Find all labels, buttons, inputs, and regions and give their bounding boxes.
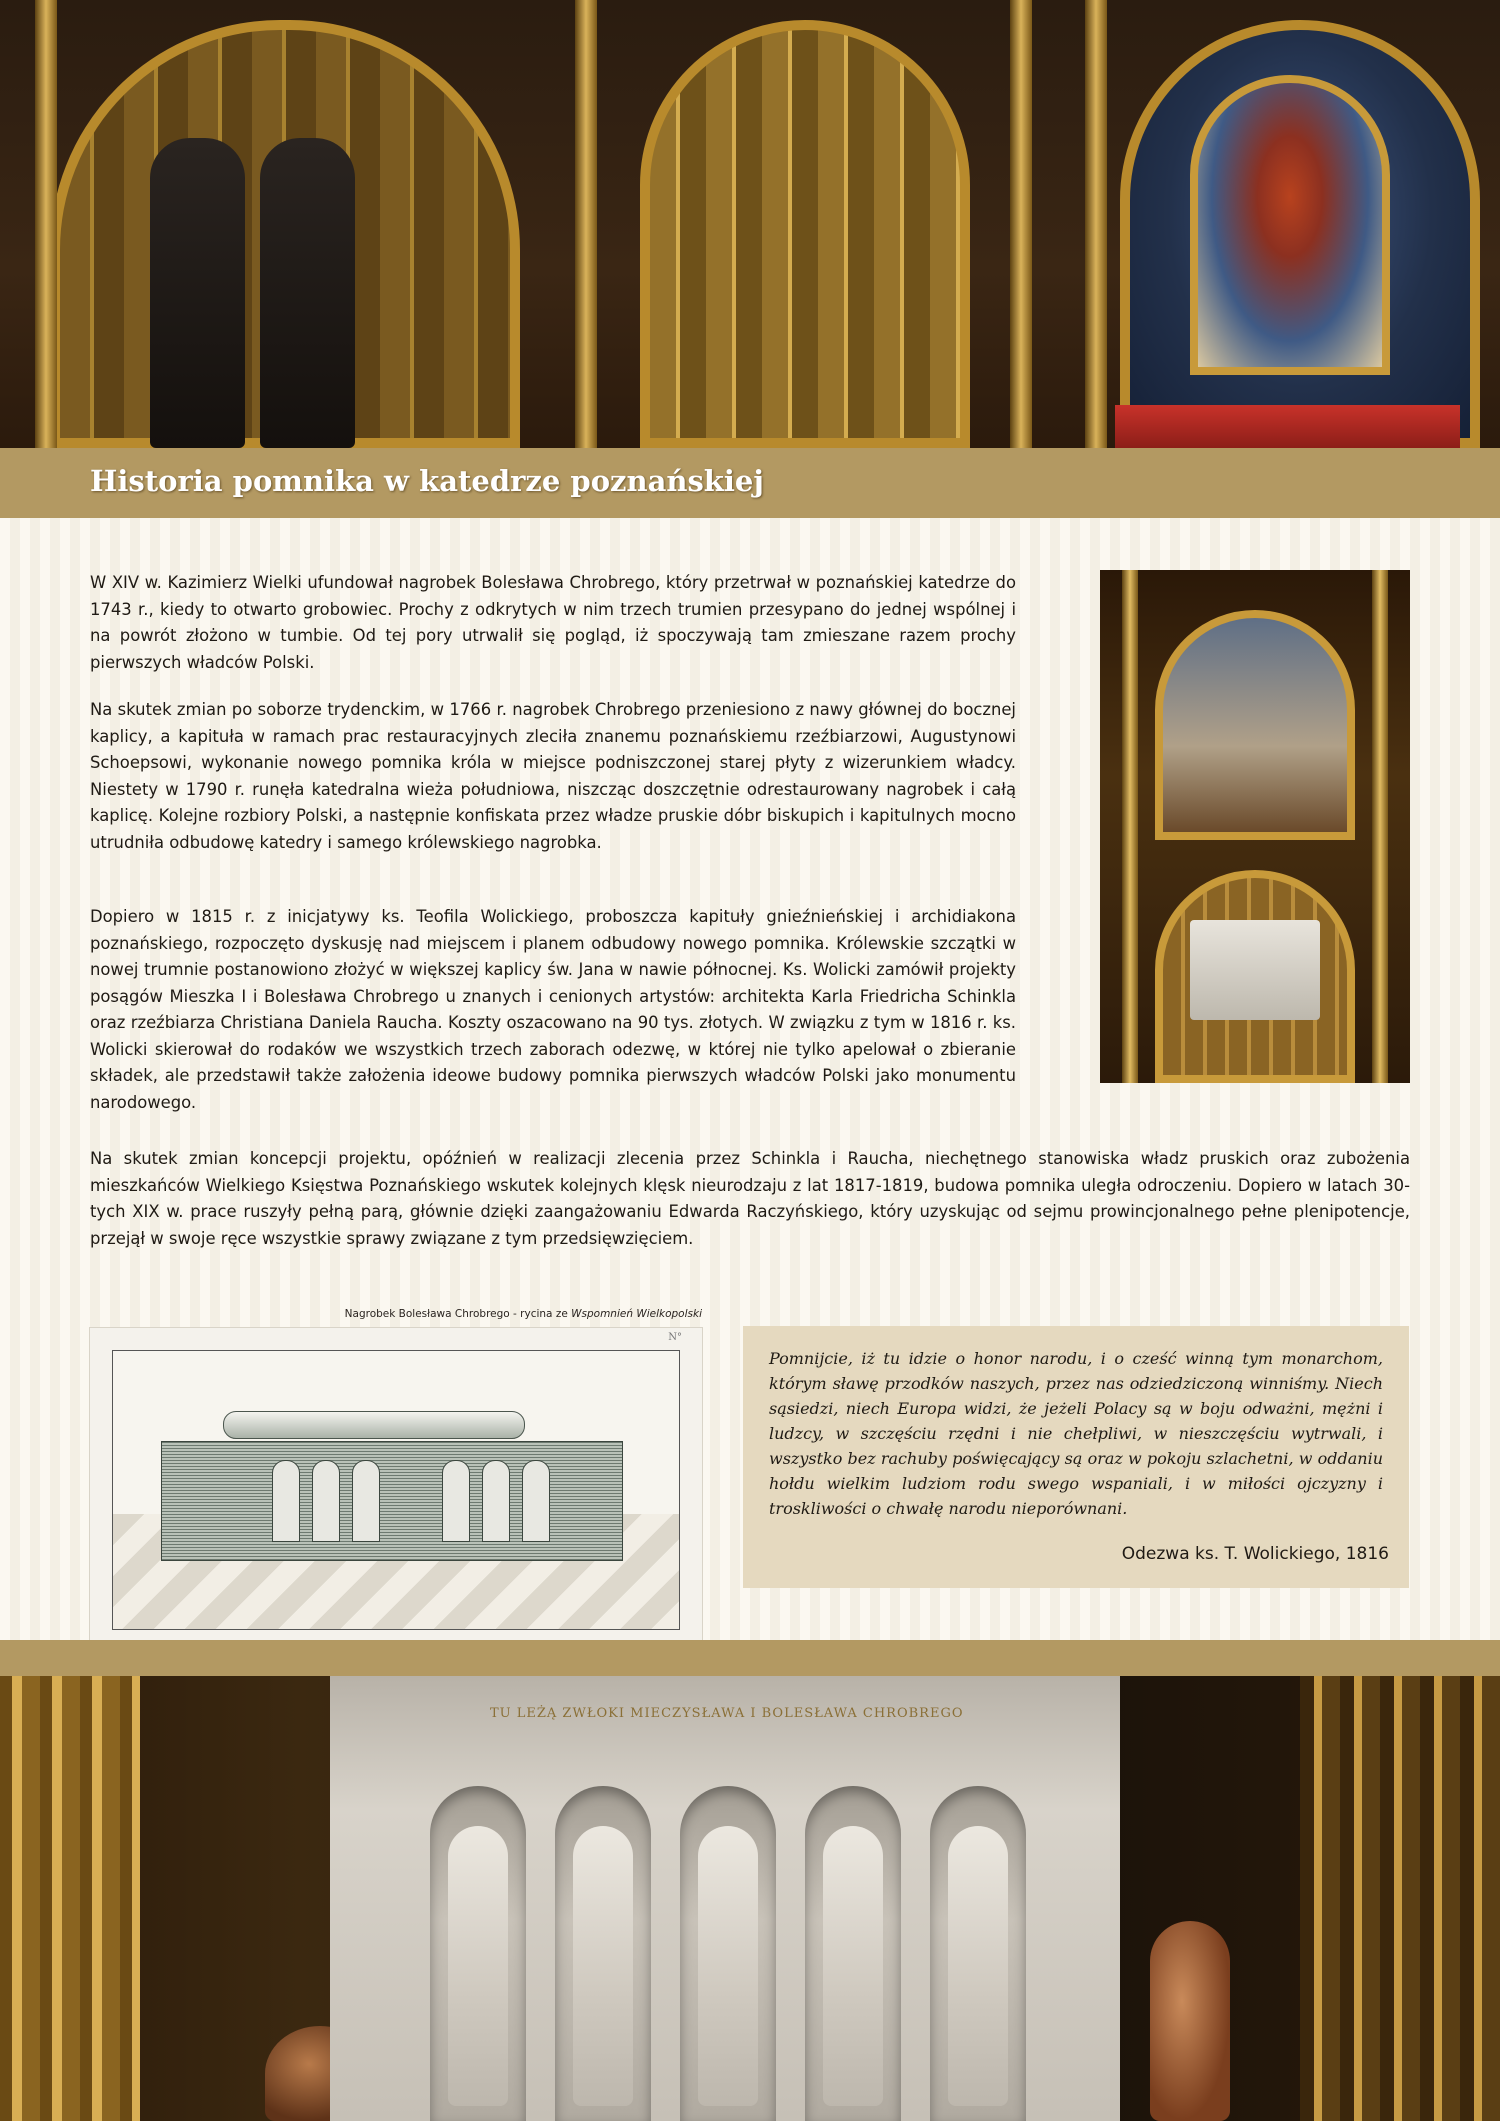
vase xyxy=(1150,1921,1230,2121)
center-arch xyxy=(640,20,970,448)
tomb-niche xyxy=(352,1460,380,1542)
sarcophagus xyxy=(1190,920,1320,1020)
relief-niche xyxy=(930,1786,1026,2121)
tomb-niche xyxy=(272,1460,300,1542)
relief-niche xyxy=(680,1786,776,2121)
paragraph: Na skutek zmian koncepcji projektu, opóźnień w realizacji zlecenia przez Schinkla i Raucha, niechętnego stanowiska władz pruskich oraz zubożenia mieszkańców Wielkiego Księstwa Poznańskiego wskutek kolejnych klęsk nieurodzaju z lat 1817-1819, budowa pomnika uległa odroczeniu. Dopiero w latach 30-tych XIX w. prace ruszyły pełną parą, głównie dzięki zaangażowaniu Edwarda Raczyńskiego, który uzyskując od sejmu prowincjonalnego pełne plenipotencje, przejął w swoje ręce wszystkie sprawy związane z tym przedsięwzięciem. xyxy=(90,1149,1410,1248)
tomb-niche xyxy=(312,1460,340,1542)
upper-arch-painting xyxy=(1155,610,1355,840)
paragraph: Na skutek zmian po soborze trydenckim, w 1766 r. nagrobek Chrobrego przeniesiono z nawy głównej do bocznej kaplicy, a kapituła w ramach prac restauracyjnych zleciła znanemu poznańskiemu rzeźbiarzowi, Augustynowi Schoepsowi, wykonanie nowego pomnika króla w miejsce podniszczonej starej płyty z wizerunkiem władcy. Niestety w 1790 r. runęła katedralna wieża południowa, niszcząc doszczętnie odrestaurowany nagrobek i całą kaplicę. Kolejne rozbiory Polski, a następnie konfiskata przez władze pruskie dóbr biskupich i kapitulnych mocno utrudniła odbudowę katedry i samego królewskiego nagrobka. xyxy=(90,700,1016,852)
gilded-pillar xyxy=(1372,570,1388,1083)
engraved-effigy xyxy=(223,1411,525,1439)
statue-boleslaw xyxy=(260,138,355,448)
tomb-niche xyxy=(522,1460,550,1542)
chapel-photo xyxy=(1100,570,1410,1083)
relief-niche xyxy=(805,1786,901,2121)
relief-figure xyxy=(948,1826,1008,2106)
engraved-tomb xyxy=(161,1441,623,1561)
gilded-frame xyxy=(0,1676,140,2121)
plate-number: N° xyxy=(668,1332,682,1343)
relief-figure xyxy=(823,1826,883,2106)
relief-niche xyxy=(430,1786,526,2121)
tomb-niche xyxy=(442,1460,470,1542)
quote-box xyxy=(743,1326,1409,1588)
engraving-source: Wspomnień Wielkopolski xyxy=(571,1308,702,1320)
marble-sarcophagus xyxy=(330,1676,1120,2121)
bottom-band xyxy=(0,1640,1500,1676)
tomb-photo xyxy=(0,1676,1500,2121)
paragraph: W XIV w. Kazimierz Wielki ufundował nagrobek Bolesława Chrobrego, który przetrwał w poznańskiej katedrze do 1743 r., kiedy to otwarto grobowiec. Prochy z odkrytych w nim trzech trumien przesypano do jednej wspólnej i na powrót złożono w tumbie. Od tej pory utrwalił się pogląd, iż spoczywają tam zmieszane razem prochy pierwszych władców Polski. xyxy=(90,573,1016,672)
paragraph: Dopiero w 1815 r. z inicjatywy ks. Teofila Wolickiego, proboszcza kapituły gnieźnieńskiej i archidiakona poznańskiego, rozpoczęto dyskusję nad miejscem i planem odbudowy nowego pomnika. Królewskie szczątki w nowej trumnie postanowiono złożyć w większej kaplicy św. Jana w nawie północnej. Ks. Wolicki zamówił projekty posągów Mieszka I i Bolesława Chrobrego u znanych i cenionych artystów: architekta Karla Friedricha Schinkla oraz rzeźbiarza Christiana Daniela Raucha. Koszty oszacowano na 90 tys. złotych. W związku z tym w 1816 r. ks. Wolicki skierował do rodaków we wszystkich trzech zaborach odezwę, w której nie tylko apelował o zbieranie składek, ale przedstawił także założenia ideowe budowy pomnika pierwszych władców Polski jako monumentu narodowego. xyxy=(90,907,1016,1112)
engraving-image xyxy=(90,1328,702,1675)
tomb-inscription: TU LEŻĄ ZWŁOKI MIECZYSŁAWA I BOLESŁAWA CHROBREGO xyxy=(490,1706,964,1721)
gilded-pillar xyxy=(1122,570,1138,1083)
quote-text: Pomnijcie, iż tu idzie o honor narodu, i o cześć winną tym monarchom, którym sławę przodków naszych, przez nas odziedziczoną winniśmy. Niech sąsiedzi, niech Europa widzi, że jeżeli Polacy są w boju odważni, mężni i ludzcy, w szczęściu rzędni i nie chełpliwi, w nieszczęściu wytrwali, i wszystko bez rachuby poświęcający są oraz w pokoju szlachetni, w oddaniu hołdu wielkim ludziom rodu swego wspaniali, i w miłości ojczyzny i troskliwości o chwałę narodu nieporównani. xyxy=(769,1349,1383,1518)
gilded-pillar xyxy=(1010,0,1032,448)
relief-niche xyxy=(555,1786,651,2121)
gilded-frame xyxy=(1300,1676,1500,2121)
assumption-painting xyxy=(1190,75,1390,375)
tomb-niche xyxy=(482,1460,510,1542)
gilded-pillar xyxy=(35,0,57,448)
gilded-pillar xyxy=(575,0,597,448)
engraving-caption: Nagrobek Bolesława Chrobrego - rycina ze Wspomnień Wielkopolski xyxy=(344,1308,702,1320)
gilded-pillar xyxy=(1085,0,1107,448)
altar xyxy=(1115,405,1460,448)
relief-figure xyxy=(698,1826,758,2106)
relief-figure xyxy=(448,1826,508,2106)
top-chapel-photo xyxy=(0,0,1500,448)
page-title: Historia pomnika w katedrze poznańskiej xyxy=(90,464,764,498)
statue-mieszko xyxy=(150,138,245,448)
title-bar xyxy=(0,448,1500,518)
relief-figure xyxy=(573,1826,633,2106)
quote-attribution: Odezwa ks. T. Wolickiego, 1816 xyxy=(1121,1544,1389,1564)
engraving-frame xyxy=(112,1350,680,1630)
